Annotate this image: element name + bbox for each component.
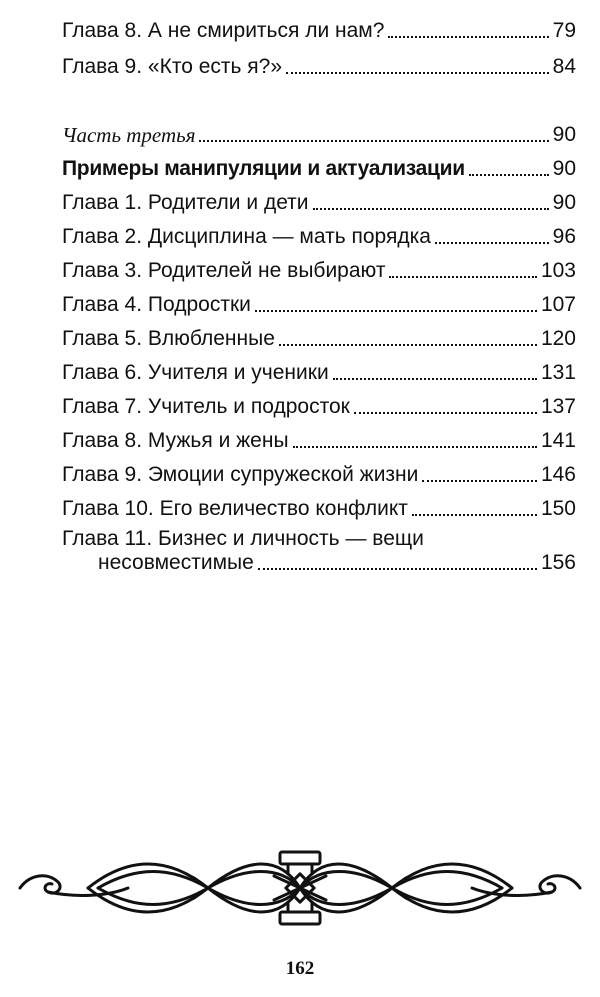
toc-entry — [62, 486, 576, 522]
toc-entry-title: Глава 8. А не смириться ли нам? — [62, 19, 385, 42]
toc-entry-page: 107 — [540, 293, 576, 316]
toc-entry-page: 131 — [540, 361, 576, 384]
decorative-knot-ornament — [18, 848, 582, 928]
toc-entry-title: Глава 3. Родителей не выбирают — [62, 259, 386, 282]
part-heading-entry — [62, 146, 576, 182]
dot-leader — [313, 208, 549, 210]
toc-entry-page: 79 — [552, 19, 576, 42]
toc-entry — [62, 8, 576, 44]
toc-entry-page: 156 — [540, 551, 576, 574]
toc-entry — [62, 248, 576, 284]
dot-leader — [469, 174, 549, 176]
toc-entry-title: Глава 9. «Кто есть я?» — [62, 55, 283, 78]
toc-entry-title: Глава 8. Мужья и жены — [62, 429, 289, 452]
dot-leader — [354, 412, 537, 414]
dot-leader — [258, 568, 537, 570]
toc-entry — [62, 418, 576, 454]
dot-leader — [422, 480, 537, 482]
dot-leader — [435, 242, 549, 244]
dot-leader — [388, 36, 548, 38]
toc-entry-title: Глава 10. Его величество конфликт — [62, 497, 408, 520]
toc-entry-title: Глава 7. Учитель и подросток — [62, 395, 350, 418]
toc-entry — [62, 316, 576, 352]
dot-leader — [333, 378, 537, 380]
toc-entry-title-line2: несовместимые — [98, 551, 254, 574]
toc-entry — [62, 384, 576, 420]
dot-leader — [286, 72, 549, 74]
dot-leader — [279, 344, 537, 346]
toc-entry-title: Глава 9. Эмоции супружеской жизни — [62, 463, 419, 486]
toc-entry-title: Глава 5. Влюбленные — [62, 327, 275, 350]
part-label-entry — [62, 112, 576, 148]
toc-entry-page: 96 — [552, 225, 576, 248]
toc-entry — [62, 44, 576, 80]
dot-leader — [412, 514, 537, 516]
toc-entry — [62, 282, 576, 318]
toc-entry-title: Глава 2. Дисциплина — мать порядка — [62, 225, 431, 248]
toc-entry-title: Глава 1. Родители и дети — [62, 191, 309, 214]
toc-entry — [62, 452, 576, 488]
dot-leader — [199, 140, 548, 142]
toc-entry-page: 137 — [540, 395, 576, 418]
toc-entry-title-line1: Глава 11. Бизнес и личность — вещи — [62, 527, 424, 550]
toc-entry — [98, 540, 576, 576]
part-label: Часть третья — [62, 123, 196, 147]
part-heading: Примеры манипуляции и актуализации — [62, 157, 465, 180]
toc-entry-title: Глава 6. Учителя и ученики — [62, 361, 329, 384]
toc-entry-page: 146 — [540, 463, 576, 486]
dot-leader — [389, 276, 537, 278]
toc-entry-page: 84 — [552, 55, 576, 78]
dot-leader — [255, 310, 537, 312]
toc-entry — [62, 214, 576, 250]
toc-entry-page: 141 — [540, 429, 576, 452]
part-heading-page: 90 — [552, 157, 576, 180]
toc-entry-page: 150 — [540, 497, 576, 520]
page-number: 162 — [285, 958, 315, 979]
toc-entry-title: Глава 4. Подростки — [62, 293, 251, 316]
toc-entry-page: 103 — [540, 259, 576, 282]
toc-entry — [62, 350, 576, 386]
dot-leader — [293, 446, 537, 448]
toc-entry-page: 120 — [540, 327, 576, 350]
toc-entry — [62, 180, 576, 216]
toc-entry-page: 90 — [552, 191, 576, 214]
part-label-page: 90 — [552, 123, 576, 146]
